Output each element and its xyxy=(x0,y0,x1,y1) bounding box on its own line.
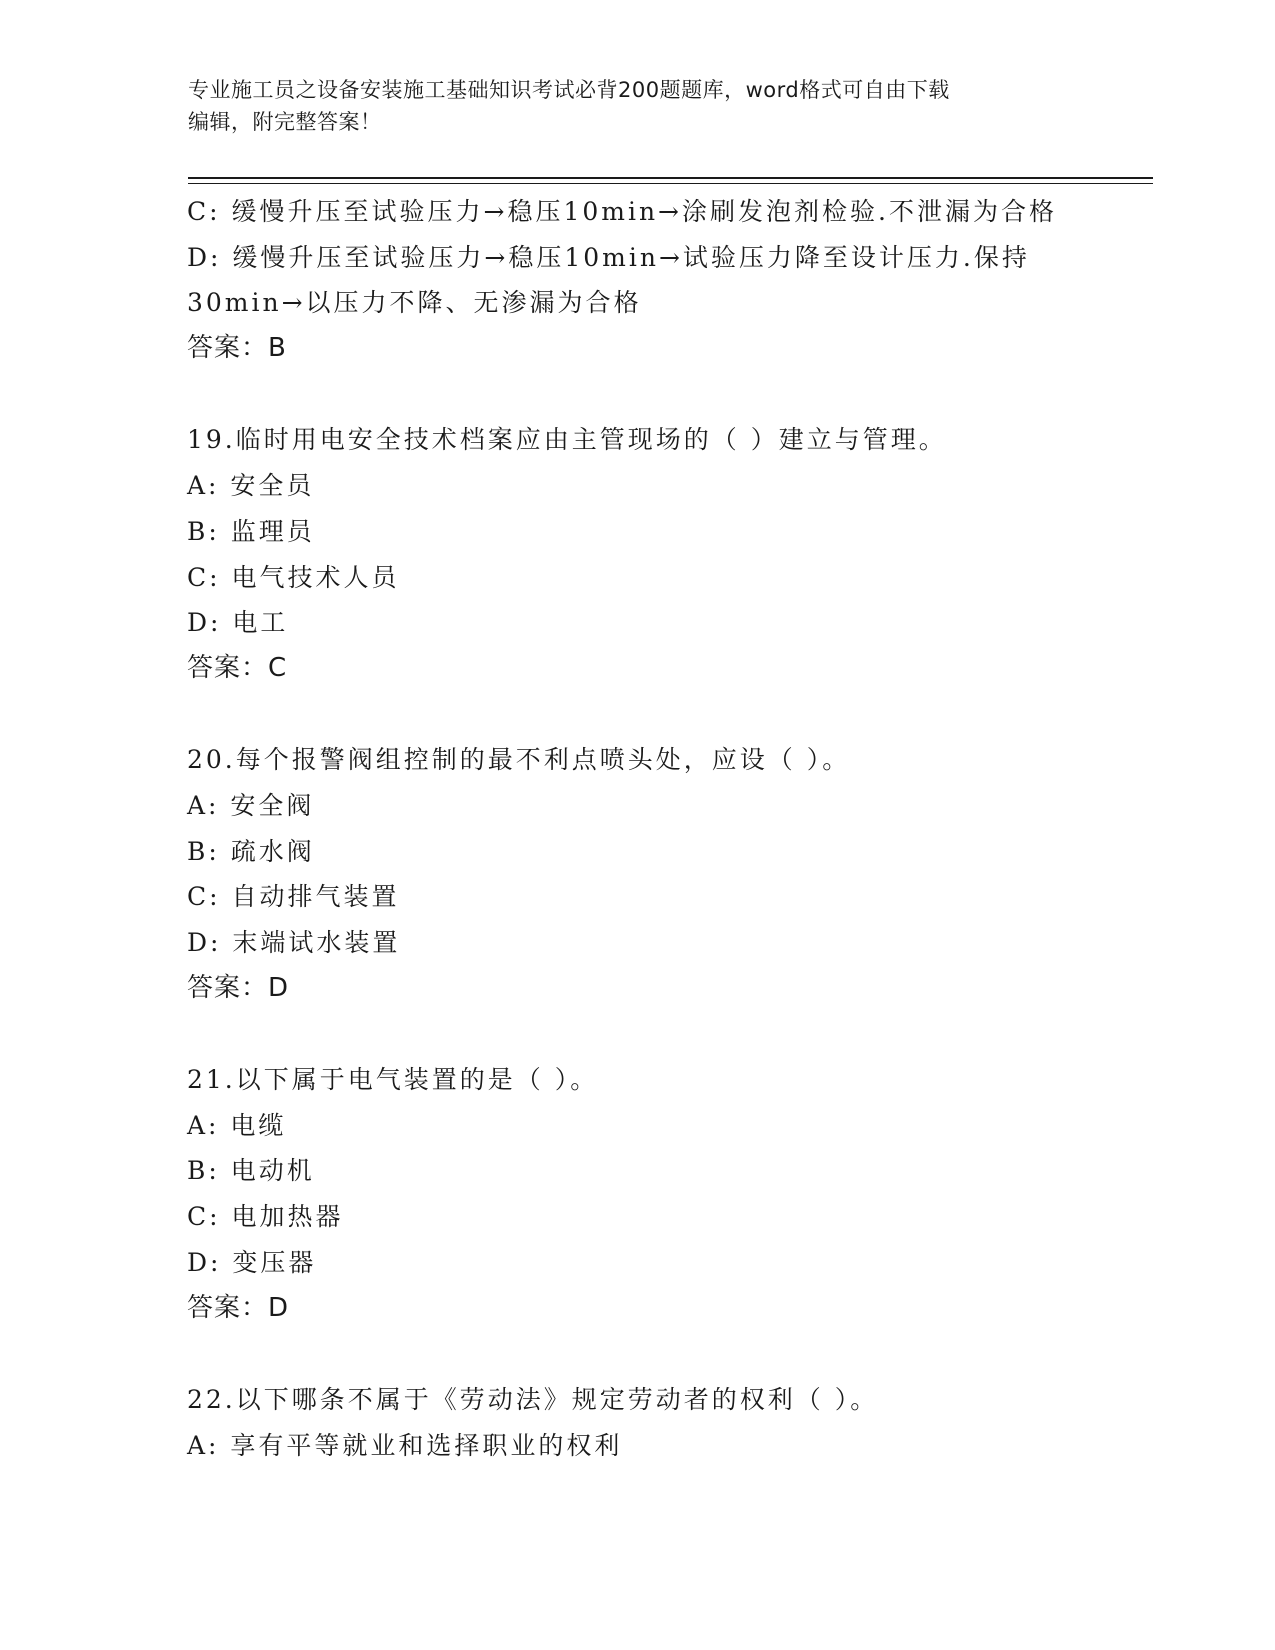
spacer xyxy=(187,1011,1107,1057)
option-a: A: 享有平等就业和选择职业的权利 xyxy=(187,1430,623,1460)
option-a: A: 安全员 xyxy=(187,471,315,501)
header-title-line1: 专业施工员之设备安装施工基础知识考试必背200题题库，word格式可自由下载 xyxy=(188,78,950,102)
option-b: B: 电动机 xyxy=(187,1156,315,1186)
spacer xyxy=(187,372,1107,418)
document-header xyxy=(188,74,1088,138)
spacer xyxy=(187,1331,1107,1377)
question-stem: 21.以下属于电气装置的是（ ）。 xyxy=(187,1065,599,1095)
question-stem: 20.每个报警阀组控制的最不利点喷头处，应设（ ）。 xyxy=(187,745,851,775)
question-stem: 19.临时用电安全技术档案应由主管现场的（ ）建立与管理。 xyxy=(187,425,947,455)
option-a: A: 电缆 xyxy=(187,1110,287,1140)
option-c: C: 电加热器 xyxy=(187,1202,344,1232)
option-c: C: 自动排气装置 xyxy=(187,882,400,912)
option-c: C: 缓慢升压至试验压力→稳压10min→涂刷发泡剂检验.不泄漏为合格 xyxy=(187,197,1057,226)
option-c: C: 电气技术人员 xyxy=(187,562,400,592)
header-title-line2: 编辑，附完整答案！ xyxy=(188,110,382,134)
option-d: D: 末端试水装置 xyxy=(187,928,401,957)
option-b: B: 监理员 xyxy=(187,516,315,546)
answer-line: 答案：C xyxy=(187,652,288,683)
answer-line: 答案：D xyxy=(187,972,290,1003)
header-divider-thin xyxy=(188,183,1153,184)
option-a: A: 安全阀 xyxy=(187,790,315,820)
answer-line: 答案：B xyxy=(187,333,287,364)
header-divider-thick xyxy=(188,177,1153,179)
option-d: D: 电工 xyxy=(187,608,289,638)
option-d-continuation: 30min→以压力不降、无渗漏为合格 xyxy=(187,288,642,318)
option-b: B: 疏水阀 xyxy=(187,836,315,866)
question-list xyxy=(187,189,1107,1468)
answer-line: 答案：D xyxy=(187,1292,290,1323)
spacer xyxy=(187,692,1107,738)
option-d: D: 缓慢升压至试验压力→稳压10min→试验压力降至设计压力.保持 xyxy=(187,242,1030,272)
option-d: D: 变压器 xyxy=(187,1247,317,1277)
question-stem: 22.以下哪条不属于《劳动法》规定劳动者的权利（ ）。 xyxy=(187,1384,879,1414)
